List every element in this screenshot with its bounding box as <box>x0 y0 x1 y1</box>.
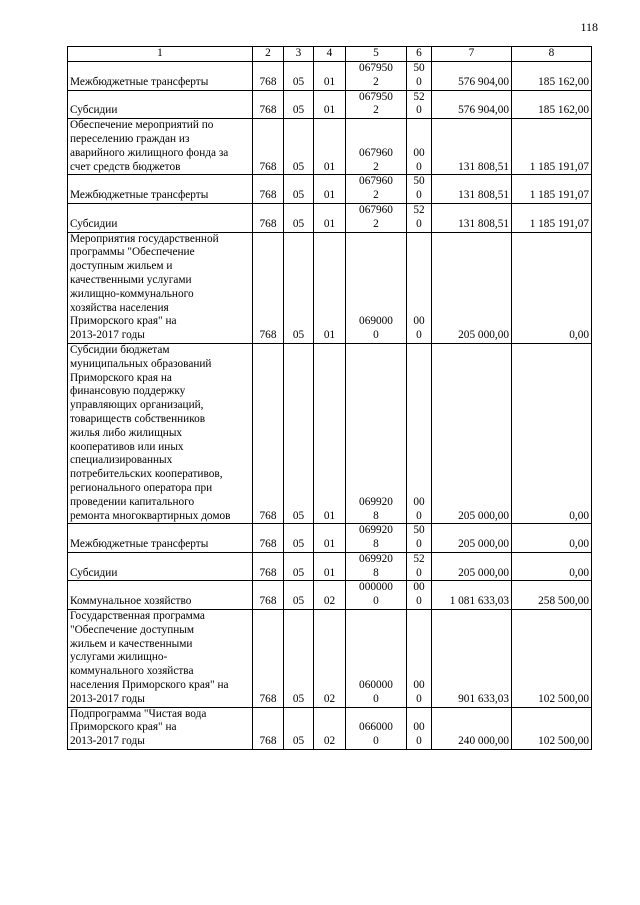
amount-col-7: 240 000,00 <box>432 707 512 749</box>
subsection-code: 01 <box>314 90 346 119</box>
amount-col-8: 0,00 <box>512 232 592 343</box>
expense-type-code: 00 0 <box>407 707 432 749</box>
table-row <box>68 62 592 91</box>
amount-col-8: 185 162,00 <box>512 62 592 91</box>
item-name: Межбюджетные трансферты <box>68 524 253 553</box>
target-article-code: 066000 0 <box>346 707 407 749</box>
amount-col-8: 1 185 191,07 <box>512 119 592 175</box>
amount-col-7: 205 000,00 <box>432 552 512 581</box>
subsection-code: 01 <box>314 552 346 581</box>
amount-col-7: 205 000,00 <box>432 524 512 553</box>
expense-type-code: 00 0 <box>407 232 432 343</box>
table-row <box>68 175 592 204</box>
section-code: 05 <box>284 707 314 749</box>
section-code: 05 <box>284 552 314 581</box>
amount-col-8: 1 185 191,07 <box>512 175 592 204</box>
header-cell: 8 <box>512 47 592 62</box>
amount-col-8: 258 500,00 <box>512 581 592 610</box>
amount-col-8: 102 500,00 <box>512 610 592 708</box>
target-article-code: 060000 0 <box>346 610 407 708</box>
target-article-code: 069000 0 <box>346 232 407 343</box>
expense-type-code: 00 0 <box>407 119 432 175</box>
table-row <box>68 203 592 232</box>
table-row <box>68 707 592 749</box>
ministry-code: 768 <box>253 119 284 175</box>
expense-type-code: 52 0 <box>407 552 432 581</box>
table-row <box>68 524 592 553</box>
subsection-code: 01 <box>314 524 346 553</box>
target-article-code: 067950 2 <box>346 90 407 119</box>
table-row <box>68 343 592 523</box>
amount-col-7: 901 633,03 <box>432 610 512 708</box>
subsection-code: 01 <box>314 175 346 204</box>
ministry-code: 768 <box>253 343 284 523</box>
section-code: 05 <box>284 175 314 204</box>
section-code: 05 <box>284 62 314 91</box>
amount-col-8: 1 185 191,07 <box>512 203 592 232</box>
section-code: 05 <box>284 610 314 708</box>
header-cell: 4 <box>314 47 346 62</box>
header-cell: 5 <box>346 47 407 62</box>
ministry-code: 768 <box>253 232 284 343</box>
ministry-code: 768 <box>253 610 284 708</box>
section-code: 05 <box>284 343 314 523</box>
item-name: Мероприятия государственной программы "Обеспечение доступным жильем и качественными услугами жилищно-коммунального хозяйства населения Приморского края" на 2013-2017 годы <box>68 232 253 343</box>
table-row <box>68 581 592 610</box>
table-row <box>68 610 592 708</box>
header-row <box>68 47 592 62</box>
target-article-code: 067950 2 <box>346 62 407 91</box>
section-code: 05 <box>284 581 314 610</box>
expense-type-code: 00 0 <box>407 610 432 708</box>
amount-col-7: 131 808,51 <box>432 119 512 175</box>
header-cell: 6 <box>407 47 432 62</box>
expense-type-code: 00 0 <box>407 581 432 610</box>
amount-col-8: 0,00 <box>512 552 592 581</box>
subsection-code: 02 <box>314 581 346 610</box>
section-code: 05 <box>284 119 314 175</box>
target-article-code: 069920 8 <box>346 552 407 581</box>
budget-table <box>67 46 592 750</box>
page-number: 118 <box>580 20 598 34</box>
ministry-code: 768 <box>253 524 284 553</box>
table-row <box>68 119 592 175</box>
amount-col-7: 576 904,00 <box>432 62 512 91</box>
amount-col-7: 205 000,00 <box>432 343 512 523</box>
item-name: Субсидии <box>68 90 253 119</box>
amount-col-7: 131 808,51 <box>432 175 512 204</box>
header-cell: 7 <box>432 47 512 62</box>
subsection-code: 01 <box>314 119 346 175</box>
target-article-code: 067960 2 <box>346 175 407 204</box>
table-row <box>68 232 592 343</box>
expense-type-code: 52 0 <box>407 203 432 232</box>
amount-col-8: 0,00 <box>512 524 592 553</box>
ministry-code: 768 <box>253 581 284 610</box>
ministry-code: 768 <box>253 62 284 91</box>
ministry-code: 768 <box>253 203 284 232</box>
target-article-code: 067960 2 <box>346 119 407 175</box>
amount-col-7: 131 808,51 <box>432 203 512 232</box>
section-code: 05 <box>284 203 314 232</box>
subsection-code: 01 <box>314 232 346 343</box>
subsection-code: 01 <box>314 62 346 91</box>
subsection-code: 02 <box>314 610 346 708</box>
target-article-code: 069920 8 <box>346 524 407 553</box>
section-code: 05 <box>284 90 314 119</box>
amount-col-7: 1 081 633,03 <box>432 581 512 610</box>
item-name: Субсидии <box>68 552 253 581</box>
ministry-code: 768 <box>253 552 284 581</box>
table-row <box>68 552 592 581</box>
item-name: Субсидии бюджетам муниципальных образований Приморского края на финансовую поддержку управляющих организаций, товариществ собственников жилья либо жилищных кооперативов или иных специализированных потребительских кооперативов, регионального оператора при проведении капитального ремонта многоквартирных домов <box>68 343 253 523</box>
subsection-code: 01 <box>314 343 346 523</box>
amount-col-7: 205 000,00 <box>432 232 512 343</box>
target-article-code: 067960 2 <box>346 203 407 232</box>
table-row <box>68 90 592 119</box>
target-article-code: 000000 0 <box>346 581 407 610</box>
subsection-code: 02 <box>314 707 346 749</box>
item-name: Государственная программа "Обеспечение доступным жильем и качественными услугами жилищно- коммунального хозяйства населения Приморского края" на 2013-2017 годы <box>68 610 253 708</box>
item-name: Коммунальное хозяйство <box>68 581 253 610</box>
item-name: Подпрограмма "Чистая вода Приморского края" на 2013-2017 годы <box>68 707 253 749</box>
ministry-code: 768 <box>253 175 284 204</box>
header-cell: 3 <box>284 47 314 62</box>
expense-type-code: 50 0 <box>407 524 432 553</box>
section-code: 05 <box>284 232 314 343</box>
item-name: Межбюджетные трансферты <box>68 62 253 91</box>
amount-col-8: 185 162,00 <box>512 90 592 119</box>
item-name: Субсидии <box>68 203 253 232</box>
section-code: 05 <box>284 524 314 553</box>
ministry-code: 768 <box>253 90 284 119</box>
expense-type-code: 52 0 <box>407 90 432 119</box>
expense-type-code: 50 0 <box>407 62 432 91</box>
header-cell: 1 <box>68 47 253 62</box>
ministry-code: 768 <box>253 707 284 749</box>
item-name: Межбюджетные трансферты <box>68 175 253 204</box>
amount-col-8: 0,00 <box>512 343 592 523</box>
amount-col-8: 102 500,00 <box>512 707 592 749</box>
item-name: Обеспечение мероприятий по переселению граждан из аварийного жилищного фонда за счет средств бюджетов <box>68 119 253 175</box>
amount-col-7: 576 904,00 <box>432 90 512 119</box>
expense-type-code: 50 0 <box>407 175 432 204</box>
subsection-code: 01 <box>314 203 346 232</box>
header-cell: 2 <box>253 47 284 62</box>
expense-type-code: 00 0 <box>407 343 432 523</box>
target-article-code: 069920 8 <box>346 343 407 523</box>
